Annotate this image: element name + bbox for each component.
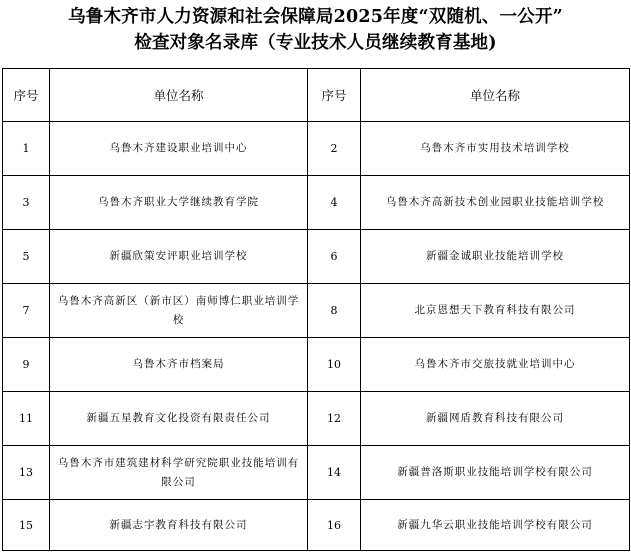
serial-number: 10 bbox=[308, 338, 361, 392]
unit-name: 乌鲁木齐市档案局 bbox=[50, 338, 308, 392]
unit-name: 新疆普洛斯职业技能培训学校有限公司 bbox=[361, 446, 630, 500]
unit-name: 新疆欣策安评职业培训学校 bbox=[50, 230, 308, 284]
unit-name: 乌鲁木齐职业大学继续教育学院 bbox=[50, 176, 308, 230]
unit-name: 乌鲁木齐市交旅技就业培训中心 bbox=[361, 338, 630, 392]
unit-name: 北京恩想天下教育科技有限公司 bbox=[361, 284, 630, 338]
document-title bbox=[0, 4, 631, 56]
unit-name: 乌鲁木齐建设职业培训中心 bbox=[50, 122, 308, 176]
serial-number: 3 bbox=[3, 176, 50, 230]
title-line-1: 乌鲁木齐市人力资源和社会保障局2025年度“双随机、一公开” bbox=[68, 7, 563, 27]
serial-number: 13 bbox=[3, 446, 50, 500]
serial-number: 4 bbox=[308, 176, 361, 230]
unit-name: 新疆网盾教育科技有限公司 bbox=[361, 392, 630, 446]
unit-name: 新疆九华云职业技能培训学校有限公司 bbox=[361, 500, 630, 551]
serial-number: 6 bbox=[308, 230, 361, 284]
unit-name: 新疆五星教育文化投资有限责任公司 bbox=[50, 392, 308, 446]
title-line-2: 检查对象名录库（专业技术人员继续教育基地) bbox=[134, 33, 497, 53]
header-serial-right: 序号 bbox=[308, 69, 361, 122]
serial-number: 11 bbox=[3, 392, 50, 446]
table-row bbox=[3, 338, 630, 392]
unit-name: 乌鲁木齐市建筑建材科学研究院职业技能培训有限公司 bbox=[50, 446, 308, 500]
serial-number: 7 bbox=[3, 284, 50, 338]
serial-number: 15 bbox=[3, 500, 50, 551]
unit-name: 新疆金诚职业技能培训学校 bbox=[361, 230, 630, 284]
serial-number: 5 bbox=[3, 230, 50, 284]
serial-number: 12 bbox=[308, 392, 361, 446]
table-row bbox=[3, 284, 630, 338]
inspection-roster-table bbox=[2, 68, 630, 551]
header-unit-name-left: 单位名称 bbox=[50, 69, 308, 122]
unit-name: 乌鲁木齐高新技术创业园职业技能培训学校 bbox=[361, 176, 630, 230]
table-row bbox=[3, 446, 630, 500]
serial-number: 8 bbox=[308, 284, 361, 338]
serial-number: 14 bbox=[308, 446, 361, 500]
serial-number: 9 bbox=[3, 338, 50, 392]
table-row bbox=[3, 122, 630, 176]
serial-number: 16 bbox=[308, 500, 361, 551]
unit-name: 乌鲁木齐市实用技术培训学校 bbox=[361, 122, 630, 176]
serial-number: 1 bbox=[3, 122, 50, 176]
header-unit-name-right: 单位名称 bbox=[361, 69, 630, 122]
header-serial-left: 序号 bbox=[3, 69, 50, 122]
table-row bbox=[3, 500, 630, 551]
unit-name: 新疆志宇教育科技有限公司 bbox=[50, 500, 308, 551]
unit-name: 乌鲁木齐高新区（新市区）南师博仁职业培训学校 bbox=[50, 284, 308, 338]
table-row bbox=[3, 176, 630, 230]
table-row bbox=[3, 230, 630, 284]
table-row bbox=[3, 392, 630, 446]
table-header-row bbox=[3, 69, 630, 122]
serial-number: 2 bbox=[308, 122, 361, 176]
